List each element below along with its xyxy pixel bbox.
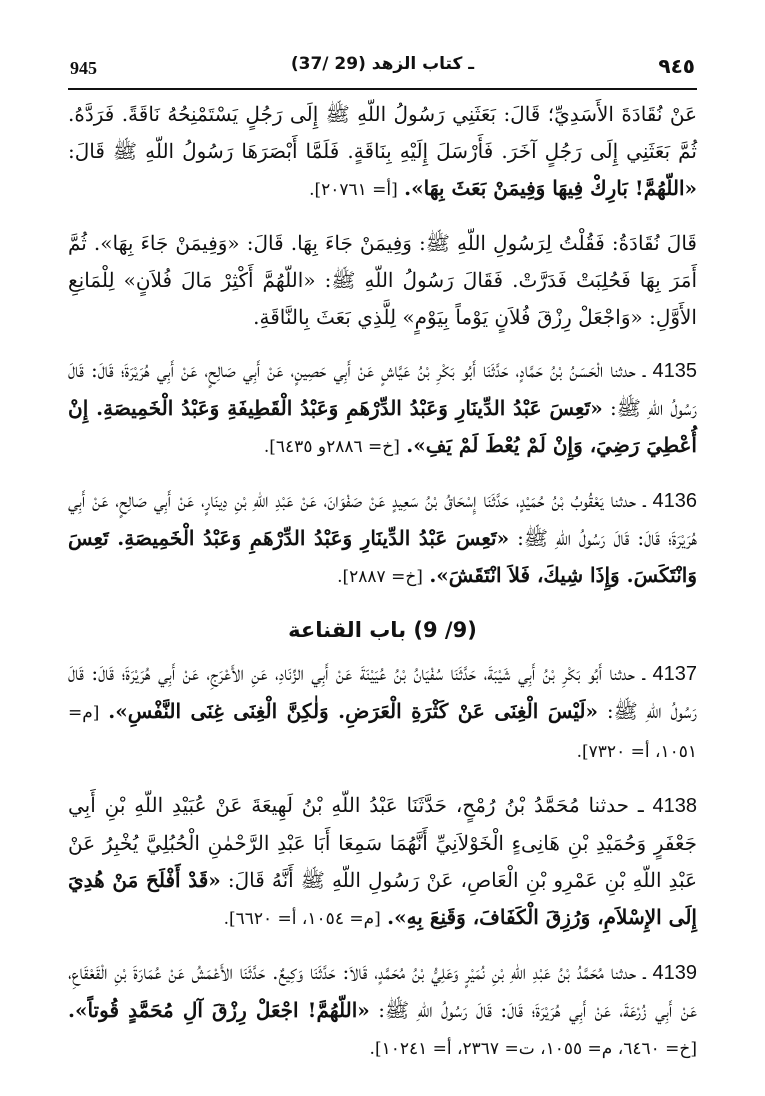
hadith-matn: «تَعِسَ عَبْدُ الدِّينَارِ وَعَبْدُ الدِّرْهَمِ وَعَبْدُ الْقَطِيفَةِ وَعَبْدُ الْخَمِيصَةِ. إِنْ أُعْطِيَ رَضِيَ، وَإِنْ لَمْ يُعْطَ لَمْ يَفِ». — [68, 396, 697, 457]
hadith-paragraph — [68, 352, 697, 466]
hadith-matn: «اللّهُمَّ! اجْعَلْ رِزْقَ آلِ مُحَمَّدٍ قُوتاً». — [68, 998, 370, 1022]
hadith-number: 4136 — [652, 490, 697, 512]
header-rule — [68, 88, 697, 90]
hadith-matn: «اللّهُمَّ! بَارِكْ فِيهَا وَفِيمَنْ بَعَثَ بِهَا». — [404, 176, 697, 200]
hadith-reference: [م= ١٠٥١، أ= ٧٣٢٠]. — [68, 703, 697, 762]
hadith-paragraph — [68, 96, 697, 209]
hadith-text: ـ حدثنا يَعْقُوبُ بْنُ حُمَيْدٍ، حَدَّثَنَا إِسْحَاقُ بْنُ سَعِيدٍ عَنْ صَفْوَانَ، عَنْ عَبْدِ اللّهِ بْنِ دِينَارٍ، عَنْ أَبِي صَالِحٍ، عَنْ أَبِي هُرَيْرَةَ؛ قَالَ: قَالَ رَسُولُ اللّهِ ﷺ: — [68, 488, 697, 550]
section-heading: (9/ 9) باب القناعة — [288, 618, 477, 642]
hadith-paragraph — [68, 954, 697, 1068]
hadith-number: 4138 — [652, 795, 697, 817]
hadith-matn: «لَيْسَ الْغِنَى عَنْ كَثْرَةِ الْعَرَضِ. وَلٰكِنَّ الْغِنَى غِنَى النَّفْسِ». — [108, 699, 598, 723]
hadith-text: ـ حدثنا الْحَسَنُ بْنُ حَمَّادٍ، حَدَّثَنَا أَبُو بَكْرِ بْنُ عَيَّاشٍ عَنْ أَبِي حَصِينٍ، عَنْ أَبِي صَالِحٍ، عَنْ أَبِي هُرَيْرَةَ؛ قَالَ: قَالَ رَسُولُ اللّهِ ﷺ: — [68, 358, 697, 420]
hadith-matn: «تَعِسَ عَبْدُ الدِّينَارِ وَعَبْدُ الدِّرْهَمِ وَعَبْدُ الْخَمِيصَةِ. تَعِسَ وَانْتَكَسَ. وَإِذَا شِيكَ، فَلاَ انْتَقَشَ». — [68, 526, 697, 587]
hadith-paragraph — [68, 787, 697, 938]
hadith-text: ـ حدثنا مُحَمَّدُ بْنُ عَبْدِ اللّهِ بْنِ نُمَيْرٍ وَعَلِيُّ بْنُ مُحَمَّدٍ، قَالاَ: حَدَّثَنَا وَكِيعٌ. حَدَّثَنَا الأَعْمَشُ عَنْ عُمَارَةَ بْنِ الْقَعْقَاعِ، عَنْ أَبِي زُرْعَةَ، عَنْ أَبِي هُرَيْرَةَ؛ قَالَ: قَالَ رَسُولُ اللّهِ ﷺ: — [68, 960, 698, 1022]
hadith-number: 4137 — [652, 663, 697, 685]
hadith-number: 4139 — [652, 962, 698, 984]
hadith-paragraph — [68, 482, 697, 596]
hadith-reference: [خ= ٦٤٦٠، م= ١٠٥٥، ت= ٢٣٦٧، أ= ١٠٢٤١]. — [369, 1039, 697, 1059]
hadith-text: ـ حدثنا أَبُو بَكْرِ بْنُ أَبِي شَيْبَةَ، حَدَّثَنَا سُفْيَانُ بْنُ عُيَيْنَةَ عَنْ أَبِي الزِّنَادِ، عَنِ الأَعْرَجِ، عَنْ أَبِي هُرَيْرَةَ؛ قَالَ: قَالَ رَسُولُ اللّهِ ﷺ: — [68, 661, 698, 723]
running-header-title: (37/ 29) ـ كتاب الزهد — [290, 54, 475, 74]
hadith-text: قَالَ نُقَادَةُ: فَقُلْتُ لِرَسُولِ اللّهِ ﷺ: وَفِيمَنْ جَاءَ بِهَا. قَالَ: «وَفِيمَنْ جَاءَ بِهَا». ثُمَّ أَمَرَ بِهَا فَحُلِبَتْ فَدَرَّتْ. فَقَالَ رَسُولُ اللّهِ ﷺ: «اللّهُمَّ أَكْثِرْ مَالَ فُلاَنٍ» لِلْمَانِعِ الأَوَّلِ: «وَاجْعَلْ رِزْقَ فُلاَنٍ يَوْماً بِيَوْمٍ» لِلَّذِي بَعَثَ بِالنَّاقَةِ. — [68, 231, 697, 329]
hadith-text: ـ حدثنا مُحَمَّدُ بْنُ رُمْحٍ، حَدَّثَنَا عَبْدُ اللّهِ بْنُ لَهِيعَةَ عَنْ عُبَيْدِ اللّهِ بْنِ أَبِي جَعْفَرٍ وَحُمَيْدِ بْنِ هَانِىءٍ الْخَوْلاَنِيِّ أَنَّهُمَا سَمِعَا أَبَا عَبْدِ الرَّحْمٰنِ الْحُبُلِيَّ يُخْبِرُ عَنْ عَبْدِ اللّهِ بْنِ عَمْرِو بْنِ الْعَاصِ، عَنْ رَسُولِ اللّهِ ﷺ أَنَّهُ قَالَ: — [68, 793, 698, 892]
page-number-arabic: ٩٤٥ — [658, 54, 695, 78]
hadith-reference: [م= ١٠٥٤، أ= ٦٦٢٠]. — [223, 909, 381, 929]
hadith-paragraph — [68, 655, 697, 771]
hadith-reference: [أ= ٢٠٧٦١]. — [309, 180, 398, 200]
page-number-latin: 945 — [70, 58, 97, 78]
hadith-text: عَنْ نُقَادَةَ الأَسَدِيِّ؛ قَالَ: بَعَثَنِي رَسُولُ اللّهِ ﷺ إِلَى رَجُلٍ يَسْتَمْنِحُهُ نَاقَةً. فَرَدَّهُ. ثُمَّ بَعَثَنِي إِلَى رَجُلٍ آخَرَ. فَأَرْسَلَ إِلَيْهِ بِنَاقَةٍ. فَلَمَّا أَبْصَرَهَا رَسُولُ اللّهِ ﷺ قَالَ: — [68, 102, 697, 163]
hadith-reference: [خ= ٢٨٨٦و ٦٤٣٥]. — [263, 437, 400, 457]
hadith-number: 4135 — [652, 360, 697, 382]
page-body — [68, 96, 697, 1084]
hadith-matn: «قَدْ أَفْلَحَ مَنْ هُدِيَ إِلَى الإِسْلاَمِ، وَرُزِقَ الْكَفَافَ، وَقَنِعَ بِهِ». — [68, 868, 697, 929]
hadith-reference: [خ= ٢٨٨٧]. — [337, 567, 423, 587]
hadith-paragraph — [68, 225, 697, 336]
